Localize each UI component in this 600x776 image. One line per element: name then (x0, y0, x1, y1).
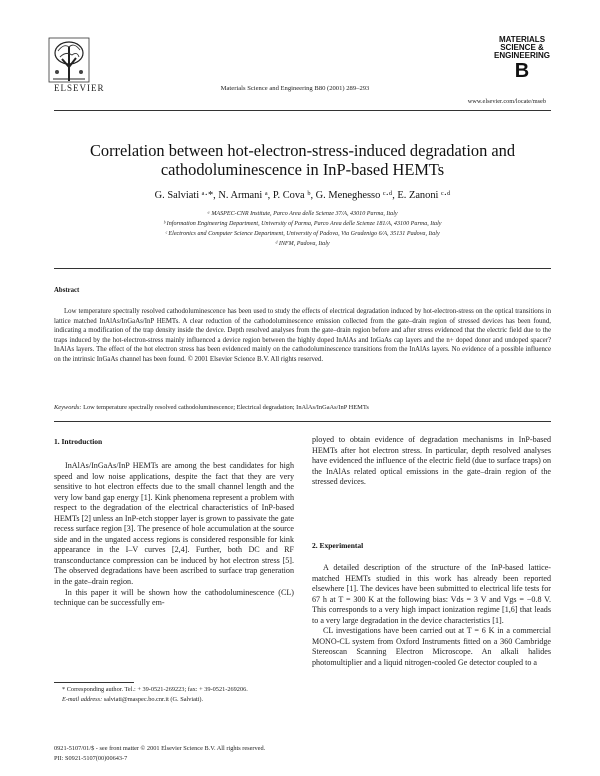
article-title: Correlation between hot-electron-stress-induced degradation and cathodoluminescence in InP-based HEMTs (89, 141, 516, 179)
footnote-rule (54, 682, 134, 683)
logo-line-1: MATERIALS (498, 35, 546, 44)
logo-letter: B (514, 60, 530, 82)
copyright-line: 0921-5107/01/$ - see front matter © 2001 Elsevier Science B.V. All rights reserved. (54, 745, 266, 752)
experimental-paragraph-2: CL investigations have been carried out at T = 6 K in a commercial MONO-CL system from Oxford Instruments fitted on a 360 Cambridge Stereoscan Scanning Electron Microscope. An alkali halides photomultiplier and a liquid nitrogen-cooled Ge detector coupled to a (312, 626, 551, 667)
journal-citation: Materials Science and Engineering B80 (2001) 289–293 (220, 85, 370, 92)
email-label: E-mail address: (62, 696, 103, 704)
email-address[interactable]: salviati@maspec.bo.cnr.it (G. Salviati). (103, 696, 204, 704)
experimental-paragraph-1: A detailed description of the structure of the InP-based lattice-matched HEMTs studied in this work has already been reported elsewhere [1]. The devices have been submitted to electrical life tests for 67 h at T = 300 K at the following bias: Vds = 3 V and Vgs = −0.8 V. This corresponds to a very high impact ionization regime [1,6] that leads to a very large degradation in the device characteristics [1]. (312, 563, 551, 625)
keywords (54, 404, 551, 411)
intro-paragraph-1: InAlAs/InGaAs/InP HEMTs are among the best candidates for high speed and low noise applications, despite the fact that they are very sensitive to hot electron effects due to the small channel length and the very low band gap energy [1]. Kink phenomena represent a problem with respect to the degradation of the electrical characteristics of InP-based HEMTs [2] unless an InP-etch stopper layer is grown to passivate the gate recess surface region [3]. The presence of hole accumulation at the source side and in the ungated access regions is considered responsible for kink appearance in the I–V curves [2,4]. Further, both DC and RF transconductance compression can be induced by hot electron stress [5]. The observed degradations have been ascribed to surface trap generation in the gate–drain region. (54, 461, 294, 587)
keywords-label: Keywords: (54, 404, 82, 411)
abstract-bottom-divider (54, 421, 551, 422)
keywords-list: Low temperature spectrally resolved cathodoluminescence; Electrical degradation; InAlAs/InGaAs/InP HEMTs (83, 404, 369, 411)
author-list: G. Salviati ᵃ·*, N. Armani ᵃ, P. Cova ᵇ, G. Meneghesso ᶜ·ᵈ, E. Zanoni ᶜ·ᵈ (154, 190, 451, 201)
header-divider (54, 110, 551, 111)
elsevier-tree-logo (48, 37, 90, 83)
abstract-top-divider (54, 268, 551, 269)
affiliation-b: ᵇ Information Engineering Department, University of Parma, Parco Area delle Scienze 181/A, 43100 Parma, Italy (163, 221, 442, 227)
affiliation-c: ᶜ Electronics and Computer Science Department, University of Padova, Via Gradenigo 6/A, 35131 Padova, Italy (165, 231, 440, 237)
affiliation-d: ᵈ INFM, Padova, Italy (275, 241, 330, 247)
section-1-heading: 1. Introduction (54, 437, 103, 446)
left-column-text (54, 461, 294, 609)
logo-line-2: SCIENCE & (500, 43, 544, 52)
intro-paragraph-2: In this paper it will be shown how the cathodoluminescence (CL) technique can be successfully em- (54, 587, 294, 608)
logo-line-3: ENGINEERING (493, 51, 550, 60)
intro-continuation: ployed to obtain evidence of degradation mechanisms in InP-based HEMTs after hot electron stress. In particular, depth resolved analyses have evidenced the influence of the electric field (due to surface traps) on the InAlAs related optical emissions in the gate–drain region of the stressed devices. (312, 435, 551, 487)
journal-logo (493, 36, 551, 81)
right-column-text (312, 563, 551, 668)
pii-line: PII: S0921-5107(00)00643-7 (54, 755, 128, 762)
abstract-text: Low temperature spectrally resolved cathodoluminescence has been used to study the effects of electrical degradation induced by hot-electron-stress on the optical transitions in lattice matched InAlAs/InGaAs/InP HEMTs. A clear reduction of the cathodoluminescence emission collected from the gate–drain region of stressed devices has been found, indicating a modification of the trap density inside the device. Depth resolved analyses from the gate–drain region before and after stress evidenced that the electric field due to the traps induced by the hot-electron-stress mainly influenced a device region between the highly doped InAlAs and InGaAs cap layers and the n+ doped donor and undoped spacer? InAlAs layers. The effect of the hot electron stress has been evidenced mainly on the cathodoluminescence transitions from the InAlAs layers. No evidence of a possible influence on the intrinsic InGaAs channel has been found. © 2001 Elsevier Science B.V. All rights reserved. (54, 308, 551, 363)
email-line (54, 696, 294, 704)
abstract-heading: Abstract (54, 287, 80, 294)
section-2-heading: 2. Experimental (312, 541, 364, 550)
journal-url[interactable]: www.elsevier.com/locate/mseb (467, 98, 546, 105)
footnote (54, 686, 294, 705)
corresponding-author: * Corresponding author. Tel.: + 39-0521-269223; fax: + 39-0521-269206. (62, 686, 248, 693)
right-column-continuation (312, 435, 551, 488)
publisher-name: ELSEVIER (54, 83, 105, 93)
affiliation-a: ᵃ MASPEC-CNR Institute, Parco Area delle Scienze 37/A, 43010 Parma, Italy (207, 211, 398, 217)
